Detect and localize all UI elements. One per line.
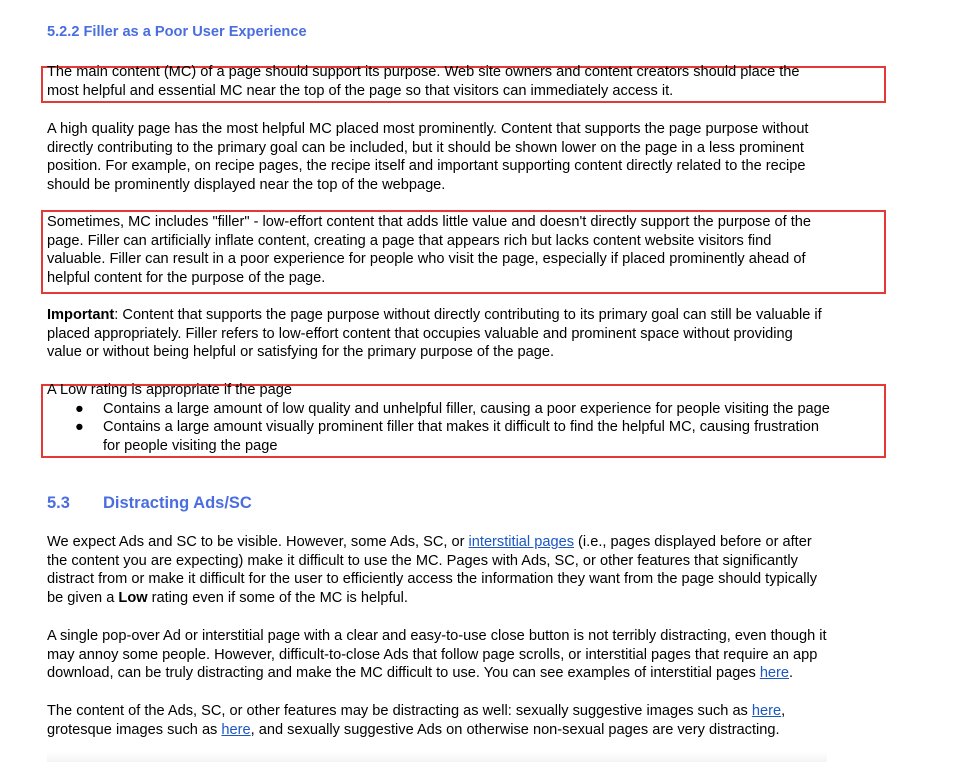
paragraph-popover xyxy=(47,627,827,683)
text-line: A high quality page has the most helpful MC placed most prominently. Content that supports the page purpose without xyxy=(47,121,809,137)
cut-off-text xyxy=(47,752,827,762)
text: grotesque images such as xyxy=(47,721,222,738)
text-line: the content you are expecting) make it difficult to use the MC. Pages with Ads, SC, or other features that significantly xyxy=(47,552,798,569)
text-line xyxy=(47,721,785,740)
list-item xyxy=(47,418,830,437)
text-line: may annoy some people. However, difficult-to-close Ads that follow page scrolls, or interstitial pages that require an app xyxy=(47,646,818,663)
here-link[interactable]: here xyxy=(751,703,782,719)
section-title: Distracting Ads/SC xyxy=(103,494,252,512)
text-line: valuable. Filler can result in a poor experience for people who visit the page, especially if placed prominently ahead of xyxy=(47,251,806,268)
text: download, can be truly distracting and make the MC difficult to use. You can see examples of interstitial pages xyxy=(47,665,760,682)
text-line xyxy=(47,664,827,683)
section-heading-5-2-2: 5.2.2 Filler as a Poor User Experience xyxy=(47,24,307,40)
important-label: Important xyxy=(47,307,115,323)
paragraph-distracting-ads xyxy=(47,533,817,608)
text-line: most helpful and essential MC near the top of the page so that visitors can immediately access it. xyxy=(47,82,674,99)
text: , xyxy=(781,703,786,719)
text: . xyxy=(789,665,794,682)
text-line: directly contributing to the primary goal can be included, but it should be shown lower on the page in a less prominent xyxy=(47,139,804,156)
text-line: distract from or make it difficult for the user to efficiently access the information they want from the page should typically xyxy=(47,571,818,588)
text-line: Sometimes, MC includes "filler" - low-effort content that adds little value and doesn't directly support the purpose of the xyxy=(47,214,812,230)
here-link[interactable]: here xyxy=(221,721,251,738)
here-link[interactable]: here xyxy=(759,665,790,682)
text-line xyxy=(47,533,817,552)
low-label: Low xyxy=(118,590,148,607)
text-line: The main content (MC) of a page should support its purpose. Web site owners and content creators should place the xyxy=(47,64,800,80)
text-line xyxy=(47,589,817,608)
bullet-icon: ● xyxy=(75,419,84,436)
text-line: helpful content for the purpose of the page. xyxy=(47,270,326,287)
text-line: should be prominently displayed near the top of the webpage. xyxy=(47,177,446,194)
low-rating-list xyxy=(47,381,830,456)
text: , and sexually suggestive Ads on otherwise non-sexual pages are very distracting. xyxy=(250,721,780,738)
paragraph-important xyxy=(47,306,822,362)
text-line xyxy=(47,306,822,325)
text-line: page. Filler can artificially inflate content, creating a page that appears rich but lacks content website visitors find xyxy=(47,232,772,249)
text-line: placed appropriately. Filler refers to low-effort content that occupies valuable and prominent space without providing xyxy=(47,325,793,342)
text: for people visiting the page xyxy=(103,438,278,455)
text-line: position. For example, on recipe pages, the recipe itself and important supporting content directly related to the recipe xyxy=(47,158,806,175)
text-line: value or without being helpful or satisfying for the primary purpose of the page. xyxy=(47,344,555,361)
section-number: 5.3 xyxy=(47,494,70,512)
text: (i.e., pages displayed before or after xyxy=(574,534,812,550)
paragraph-content-distracting xyxy=(47,702,785,739)
bullet-icon: ● xyxy=(75,400,84,417)
text: We expect Ads and SC to be visible. However, some Ads, SC, or xyxy=(47,534,469,550)
text: Contains a large amount visually prominent filler that makes it difficult to find the helpful MC, causing frustration xyxy=(103,419,819,436)
text: rating even if some of the MC is helpful. xyxy=(147,590,408,607)
text-line: A single pop-over Ad or interstitial page with a clear and easy-to-use close button is not terribly distracting, even though it xyxy=(47,628,827,644)
paragraph-main-content xyxy=(47,63,800,100)
list-item xyxy=(47,400,830,419)
text-line xyxy=(47,702,785,721)
text: : Content that supports the page purpose without directly contributing to its primary goal can still be valuable if xyxy=(114,307,822,323)
paragraph-high-quality xyxy=(47,120,809,195)
list-item-continuation xyxy=(47,437,830,456)
section-heading-5-3 xyxy=(47,494,252,513)
text: Contains a large amount of low quality and unhelpful filler, causing a poor experience for people visiting the page xyxy=(103,400,830,417)
paragraph-filler xyxy=(47,213,811,288)
interstitial-pages-link[interactable]: interstitial pages xyxy=(468,534,574,550)
list-intro: A Low rating is appropriate if the page xyxy=(47,382,293,398)
text: be given a xyxy=(47,590,119,607)
text: The content of the Ads, SC, or other features may be distracting as well: sexually suggestive images such as xyxy=(47,703,752,719)
